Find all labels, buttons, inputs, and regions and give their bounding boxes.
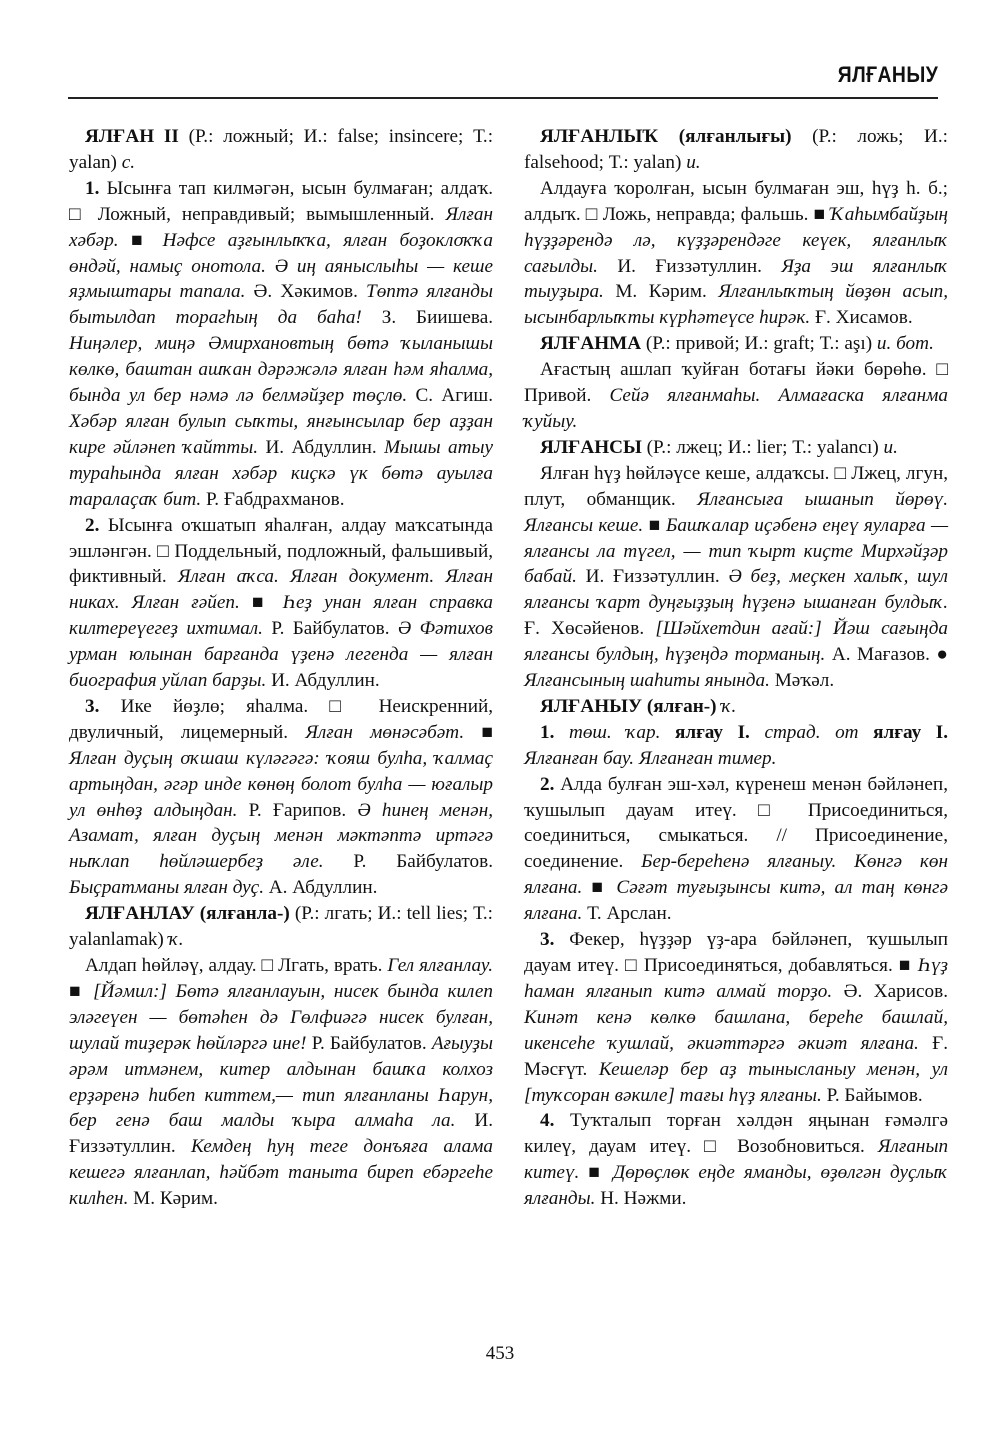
quote: Нәфсе аҙғынлыҡҡа, ялған боҙоклоҡҡа өндәй, намыҫ онотола. Ә иң аяныслыһы — кеше яҙмыштары тапала. xyxy=(69,229,494,303)
translation-gloss: (Р.: привой; И.: graft; Т.: aşı) xyxy=(645,333,873,355)
phrase-examples: Сейә ялғанмаһы. Алмағаска ялғанма ҡуйыу. xyxy=(524,385,948,432)
example-marker-icon: ■ xyxy=(69,980,85,1002)
russian-translation: Возобновиться. xyxy=(737,1136,865,1158)
quote-author: Р. Ғарипов. xyxy=(248,799,347,821)
quote-author: Р. Байымов. xyxy=(826,1084,923,1106)
quote-author: Ғ. Мәсғүт. xyxy=(524,1032,948,1080)
phrase-examples: Ялғансыға ышанып йөрөү. Ялғансы кеше. xyxy=(524,488,948,536)
headword: ЯЛҒАНМА xyxy=(540,333,642,355)
quote: Һүҙ һаман ялғанып китә алмай торҙо. xyxy=(524,955,948,1002)
entry-yalganlau xyxy=(69,901,493,1212)
russian-translation: Присоединиться, соединиться, смыкаться. // Присоединение, соединение. xyxy=(524,799,949,873)
example-marker-icon: ■ xyxy=(898,955,912,976)
quote: Ә беҙ, меҫкен халыҡ, шул ялғансы ҡарт дуңғыҙҙың һүҙенә ышанған булдыҡ. xyxy=(524,566,949,614)
headword: ЯЛҒАНЛАУ xyxy=(85,903,195,925)
quote: Кемдең һуң теге донъяға алама кешегә ялғанлап, һәйбәт таныта биреп ебәргеһе килһен. xyxy=(69,1136,494,1210)
russian-marker-icon: □ xyxy=(834,462,847,484)
proverb-marker-icon: ● xyxy=(936,644,948,666)
sense-number: 1. xyxy=(540,721,555,743)
definition: Ысынға тап килмәгән, ысын булмаған; алдаҡ. xyxy=(106,177,494,199)
quote-author: М. Кәрим. xyxy=(133,1188,218,1210)
entry-header xyxy=(69,124,493,176)
phrase-examples: Ялған мөнәсәбәт. xyxy=(305,721,465,743)
russian-marker-icon: □ xyxy=(704,1136,725,1158)
quote: Дөрөҫлөк еңде яманды, өҙөлгән дуҫлыҡ ялғанды. xyxy=(524,1162,949,1210)
sense-1 xyxy=(524,720,948,772)
sense-number: 4. xyxy=(540,1110,555,1132)
quote-author: М. Кәрим. xyxy=(615,281,707,303)
quote: Кинәт кенә көлкө башлана, береһе башлай, икенсеһе ҡушлай, әкиәттәргә әкиәт ялғана. xyxy=(524,1006,948,1054)
russian-translation: Присоединяться, добавляться. xyxy=(643,955,893,976)
quote-author: С. Агиш. xyxy=(415,385,493,407)
russian-translation: Неискренний, двуличный, лицемерный. xyxy=(69,695,494,743)
entry-header xyxy=(524,331,948,357)
quote: Хәбәр ялған булып сыҡты, янғынсылар бер аҙҙан кире әйләнеп ҡайтты. xyxy=(69,410,493,458)
russian-translation: Лжец, лгун, плут, обманщик. xyxy=(524,462,949,510)
example-marker-icon: ■ xyxy=(481,721,494,743)
entry-yalganyu xyxy=(524,694,948,1212)
russian-marker-icon: □ xyxy=(69,203,87,225)
entry-yalganlyk xyxy=(524,124,948,331)
quote: Төптә ялғанды бытылдап торагһың да баһа! xyxy=(69,281,493,329)
quote: [Шәйхетдин ағай:] Йәш сағыңда ялғансы булдың, һүҙеңдә торманың. xyxy=(524,618,948,666)
proverb: Ялғансының шаһиты янында. xyxy=(524,670,770,692)
headword: ЯЛҒАН II xyxy=(85,126,179,147)
cross-ref-word[interactable]: ялғау I. xyxy=(873,721,949,743)
russian-translation: Привой. xyxy=(524,385,592,407)
entry-yalgansy xyxy=(524,435,948,694)
stem: (ялған-) xyxy=(646,695,717,717)
example-marker-icon: ■ xyxy=(813,203,826,225)
quote: Быҫратманы ялған дуҫ. xyxy=(69,877,264,899)
definition: Ялған һүҙ һөйләүсе кеше, алдаҡсы. xyxy=(540,462,830,484)
sense-3 xyxy=(69,694,493,901)
header-rule xyxy=(68,97,938,99)
page-number: 453 xyxy=(485,1343,515,1364)
quote: Башҡалар иҫәбенә еңеү яуларға — ялғансы ла түгел, — тип ҡырт киҫте Мирхәйҙәр бабай. xyxy=(524,514,949,588)
headword: ЯЛҒАНЫУ xyxy=(540,695,643,717)
quote: Ниңәлер, миңә Әмирхановтың бөтә ҡыланышы көлкө, баштан ашҡан дәрәжәлә ялған һәм яһалма, бында ул бер нәмә лә белмәйҙер төҫлө. xyxy=(69,333,493,407)
russian-marker-icon: □ xyxy=(157,540,170,562)
sense-number: 2. xyxy=(540,773,555,795)
definition: Ике йөҙлө; яһалма. xyxy=(120,695,309,717)
quote-author: И. Ғиззәтуллин. xyxy=(69,1110,493,1158)
quote-author: Р. Байбулатов. xyxy=(353,851,493,873)
sense xyxy=(524,461,948,694)
translation-gloss: (Р.: лгать; И.: tell lies; Т.: yalanlamak) xyxy=(69,903,494,951)
example-marker-icon: ■ xyxy=(251,592,271,614)
sense-number: 3. xyxy=(85,695,100,717)
headword: ЯЛҒАНЛЫҠ xyxy=(540,126,659,147)
sense-number: 1. xyxy=(85,177,100,199)
definition: Туҡталып торған хәлдән яңынан ғәмәлгә килеү, дауам итеү. xyxy=(524,1110,948,1158)
russian-translation: Ложь, неправда; фальшь. xyxy=(602,203,809,225)
sense-2 xyxy=(69,513,493,694)
quote: Ә Фәтихов урман юлынан барғанда үҙенә легенда — ялған биография уйлап барҙы. xyxy=(69,618,493,692)
phrase-examples: Ялғанған бау. Ялғанған тимер. xyxy=(524,747,777,769)
cross-ref-label: страд. от xyxy=(764,721,859,743)
quote: Ялған дуҫың оҡшаш күләгәгә: ҡояш булһа, ҡалмаҫ артыңдан, әгәр инде көнөң болот булһа — юғалыр ул өнһөҙ алдыңдан. xyxy=(69,747,493,821)
russian-marker-icon: □ xyxy=(261,955,274,976)
quote-author: Ә. Харисов. xyxy=(843,980,949,1002)
definition: Алда булған эш-хәл, күренеш менән бәйләнеп, ҡушылып дауам итеү. xyxy=(524,773,949,821)
definition: Фекер, һүҙҙәр үҙ-ара бәйләнеп, ҡушылып дауам итеү. xyxy=(524,929,948,976)
sense-number: 3. xyxy=(540,929,555,951)
part-of-speech: с. xyxy=(121,151,136,173)
russian-marker-icon: □ xyxy=(624,955,638,976)
translation-gloss: (Р.: ложь; И.: falsehood; Т.: yalan) xyxy=(524,126,949,173)
quote-author: И. Абдуллин. xyxy=(265,436,377,458)
sense xyxy=(524,176,948,331)
headword: ЯЛҒАНСЫ xyxy=(540,436,642,458)
quote: Сәғәт туғыҙынсы китә, ал таң көнгә ялғана. xyxy=(524,877,948,925)
proverb-source: Мәҡәл. xyxy=(774,670,835,692)
quote: Яҙа эш ялғанлыҡ тыуҙыра. xyxy=(524,255,949,303)
sense-number: 2. xyxy=(85,514,100,536)
russian-translation: Ложный, неправдивый; вымышленный. xyxy=(97,203,435,225)
quote-author: Т. Арслан. xyxy=(587,903,672,925)
russian-translation: Поддельный, подложный, фальшивый, фиктивный. xyxy=(69,540,494,588)
quote-author: З. Биишева. xyxy=(381,307,494,329)
quote: Һеҙ унан ялған справка килтереүегеҙ ихтимал. xyxy=(69,592,493,640)
quote-author: И. Ғиззәтуллин. xyxy=(585,566,720,588)
part-of-speech: и. xyxy=(686,151,701,173)
part-of-speech: ҡ. xyxy=(721,695,737,717)
quote-author: Ғ. Хөсәйенов. xyxy=(524,618,645,640)
quote-author: А. Мағазов. xyxy=(831,644,930,666)
example-marker-icon: ■ xyxy=(648,514,661,536)
example-marker-icon: ■ xyxy=(131,229,151,251)
russian-translation: Лгать, врать. xyxy=(278,955,383,976)
quote-author: И. Абдуллин. xyxy=(271,670,380,692)
phrase-examples: Ялған хәбәр. xyxy=(69,203,494,251)
left-column xyxy=(69,124,493,1212)
part-of-speech: и. бот. xyxy=(876,333,934,355)
russian-marker-icon: □ xyxy=(585,203,598,225)
translation-gloss: (Р.: лжец; И.: lier; Т.: yalancı) xyxy=(646,436,879,458)
quote-author: Р. Байбулатов. xyxy=(311,1032,427,1054)
phrase-examples: Ялғанып китеү. xyxy=(524,1136,949,1184)
quote: Ҡаһымбайҙың һүҙҙәрендә лә, күҙҙәрендәге кеүек, ялғанлыҡ сағылды. xyxy=(524,203,949,277)
entry-header xyxy=(524,124,948,176)
quote: Мышы атыу тураһында ялған хәбәр киҫкә үк бөтә ауылға таралаҫаҡ бит. xyxy=(69,436,493,510)
definition: Ағастың ашлап ҡуйған ботағы йәки бөрөһө. xyxy=(540,359,927,381)
entry-header xyxy=(524,694,948,720)
entry-header xyxy=(524,435,948,461)
russian-marker-icon: □ xyxy=(936,359,949,381)
sense xyxy=(69,953,493,1212)
phrase-examples: Гел ялғанлау. xyxy=(387,955,494,976)
part-of-speech: ҡ. xyxy=(168,929,184,951)
quote: Ә һинең менән, Азамат, ялған дуҫың менән мәктәптә иртәгә ныҡлап һөйләшербеҙ әле. xyxy=(69,799,494,873)
quote-author: А. Абдуллин. xyxy=(268,877,378,899)
quote-author: И. Ғиззәтуллин. xyxy=(617,255,762,277)
definition: Алдап һөйләү, алдау. xyxy=(85,955,257,976)
sense-2 xyxy=(524,772,948,927)
quote-author: Р. Байбулатов. xyxy=(271,618,390,640)
phrase-examples: Ялған аҡса. Ялған документ. Ялған никах. Ялған ғәйеп. xyxy=(69,566,493,614)
phrase-examples: Бер-береһенә ялғаныу. Көнгә көн ялғана. xyxy=(524,851,948,899)
definition: Ысынға оҡшатып яһалған, алдау маҡсатында эшләнгән. xyxy=(69,514,494,562)
russian-marker-icon: □ xyxy=(329,695,358,717)
entry-yalganma xyxy=(524,331,948,435)
translation-gloss: (Р.: ложный; И.: false; insincere; Т.: yalan) xyxy=(69,126,494,173)
sense-1 xyxy=(69,176,493,513)
sense-3 xyxy=(524,927,948,1108)
part-of-speech: и. xyxy=(883,436,898,458)
quote-author: Ә. Хәкимов. xyxy=(253,281,358,303)
stem: (ялғанлығы) xyxy=(678,126,792,147)
example-marker-icon: ■ xyxy=(591,877,608,899)
stem: (ялғанла-) xyxy=(199,903,290,925)
cross-ref-label: төш. ҡар. xyxy=(568,721,661,743)
running-head: ЯЛҒАНЫУ xyxy=(837,62,938,87)
sense-4 xyxy=(524,1108,948,1212)
quote-author: Н. Нәжми. xyxy=(600,1188,687,1210)
entry-yalgan-2 xyxy=(69,124,493,901)
quote: Кешеләр бер аҙ тынысланыу менән, ул [туҡсоран вәкиле] тағы һүҙ ялғаны. xyxy=(524,1058,948,1106)
quote-author: Р. Ғабдрахманов. xyxy=(206,488,345,510)
quote: [Йәмил:] Бөтә ялғанлауын, нисек бында килеп эләгеүен — бөтәһен дә Гөлфиәгә нисек булған, шулай тиҙерәк һөйләргә ине! xyxy=(69,980,494,1054)
definition: Алдауға ҡоролған, ысын булмаған эш, һүҙ һ. б.; алдыҡ. xyxy=(524,177,948,225)
entry-header xyxy=(69,901,493,953)
cross-ref-word[interactable]: ялғау I. xyxy=(674,721,750,743)
sense xyxy=(524,357,948,435)
example-marker-icon: ■ xyxy=(588,1162,605,1184)
quote: Ялғанлыҡтың йөҙөн асып, ысынбарлыҡты күрһәтеүсе һирәк. xyxy=(524,281,948,329)
quote: Ағыуҙы әрәм итмәнем, китер алдынан башҡа колхоз ерҙәренә һибеп киттем,— тип ялғанланы Һарун, бер генә баш малды ҡыра алмаһа ла. xyxy=(69,1032,494,1132)
russian-marker-icon: □ xyxy=(758,799,787,821)
quote-author: Ғ. Хисамов. xyxy=(814,307,913,329)
right-column xyxy=(524,124,948,1212)
